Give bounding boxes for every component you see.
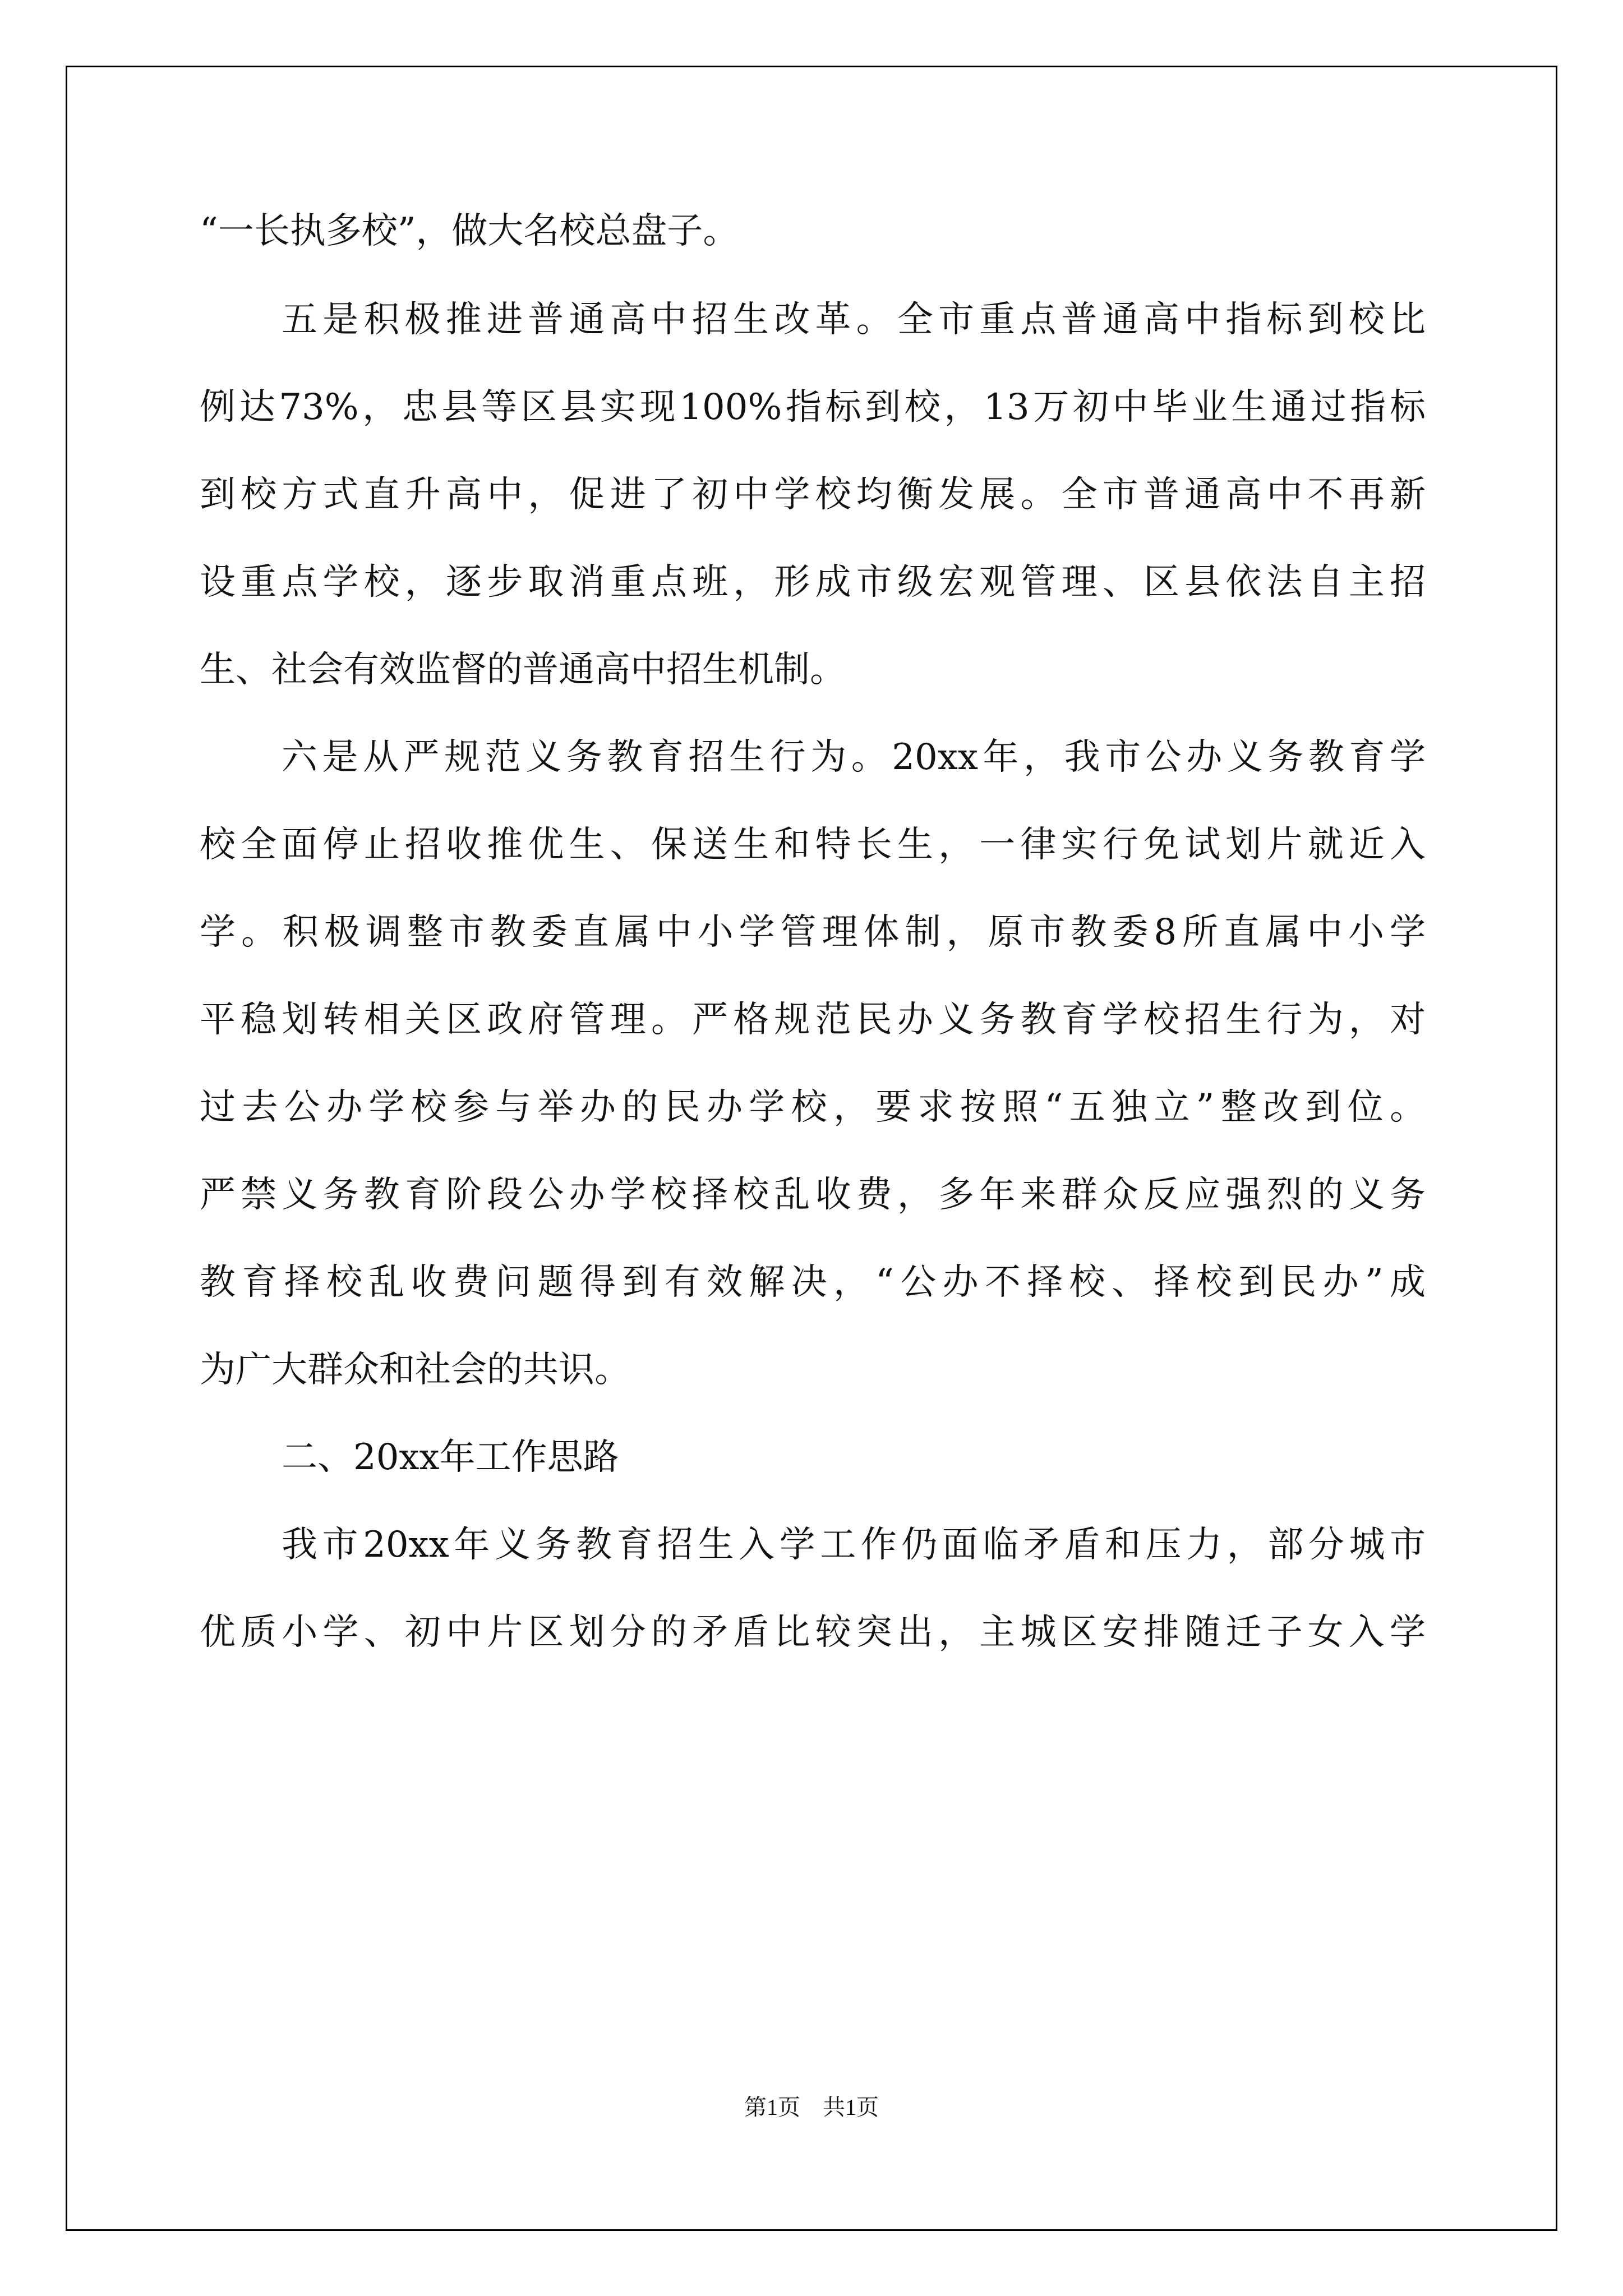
text-line: 为广大群众和社会的共识。 xyxy=(200,1349,630,1391)
text-line: 优质小学、初中片区划分的矛盾比较突出，主城区安排随迁子女入学 xyxy=(200,1612,1426,1653)
paragraph-first-line: 五是积极推进普通高中招生改革。全市重点普通高中指标到校比 xyxy=(282,299,1426,341)
text-line: 平稳划转相关区政府管理。严格规范民办义务教育学校招生行为，对 xyxy=(200,999,1426,1041)
section-heading: 二、20xx年工作思路 xyxy=(282,1437,619,1478)
text-line: 学。积极调整市教委直属中小学管理体制，原市教委8所直属中小学 xyxy=(200,912,1426,953)
paragraph-first-line: 我市20xx年义务教育招生入学工作仍面临矛盾和压力，部分城市 xyxy=(282,1524,1426,1566)
text-line: 到校方式直升高中，促进了初中学校均衡发展。全市普通高中不再新 xyxy=(200,474,1426,516)
text-line: 教育择校乱收费问题得到有效解决，“公办不择校、择校到民办”成 xyxy=(200,1262,1426,1303)
text-line: “一长执多校”，做大名校总盘子。 xyxy=(200,210,739,252)
text-line: 生、社会有效监督的普通高中招生机制。 xyxy=(200,649,846,691)
paragraph-first-line: 六是从严规范义务教育招生行为。20xx年，我市公办义务教育学 xyxy=(282,737,1426,778)
text-line: 严禁义务教育阶段公办学校择校乱收费，多年来群众反应强烈的义务 xyxy=(200,1174,1426,1216)
text-line: 过去公办学校参与举办的民办学校，要求按照“五独立”整改到位。 xyxy=(200,1087,1426,1128)
page-footer: 第1页 共1页 xyxy=(744,2095,879,2120)
text-line: 设重点学校，逐步取消重点班，形成市级宏观管理、区县依法自主招 xyxy=(200,562,1426,603)
text-line: 校全面停止招收推优生、保送生和特长生，一律实行免试划片就近入 xyxy=(200,824,1426,866)
text-line: 例达73%，忠县等区县实现100%指标到校，13万初中毕业生通过指标 xyxy=(200,386,1426,428)
